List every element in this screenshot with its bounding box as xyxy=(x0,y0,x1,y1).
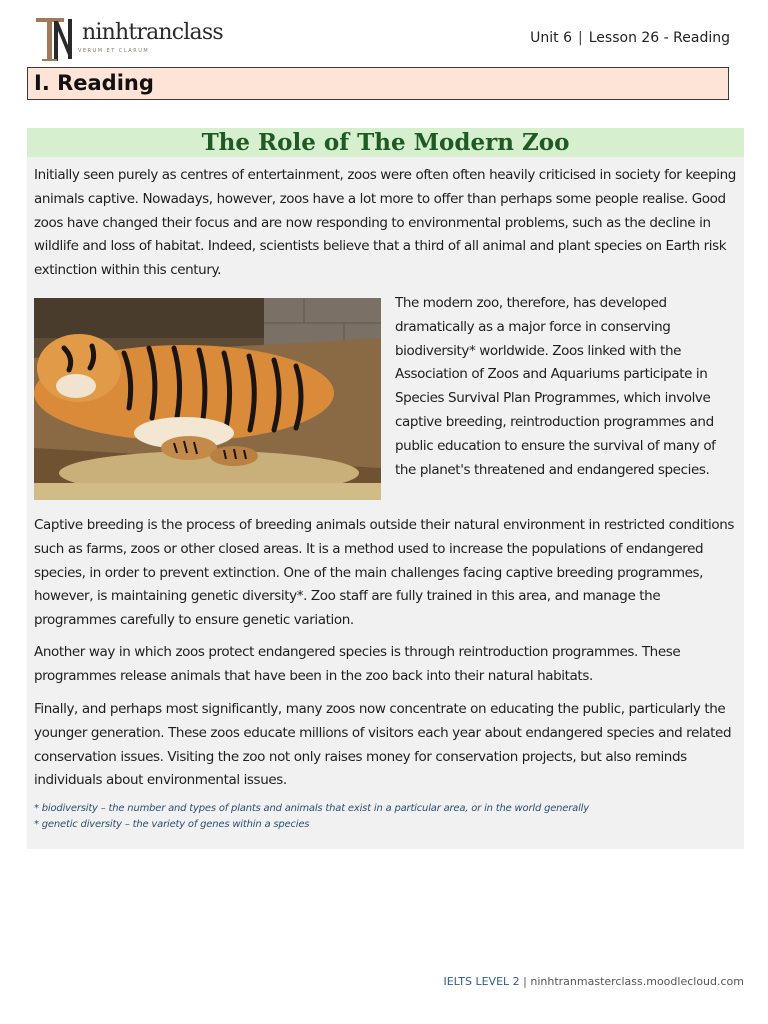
paragraph-5: Finally, and perhaps most significantly, many zoos now concentrate on educating the public, particularly the younger generation. These zoos educate millions of visitors each year about endangered species and related conservation issues. Visiting the zoo not only raises money for conservation projects, but also reminds individuals about environmental issues. xyxy=(34,701,732,789)
logo-text: ninhtranclass xyxy=(82,20,223,45)
header-separator: | xyxy=(578,30,583,46)
footer-separator: | xyxy=(523,975,527,988)
lesson-name: Lesson 26 - Reading xyxy=(588,30,730,46)
footer xyxy=(443,975,744,988)
footnote-biodiversity: * biodiversity – the number and types of plants and animals that exist in a particular area, or in the world generally xyxy=(34,803,589,814)
tiger-family-image-icon xyxy=(34,298,381,500)
logo xyxy=(34,15,234,63)
unit-lesson-label xyxy=(530,30,730,46)
paragraph-4: Another way in which zoos protect endangered species is through reintroduction programmes. These programmes release animals that have been in the zoo back into their natural habitats. xyxy=(34,644,681,684)
article-title: The Role of The Modern Zoo xyxy=(27,128,744,157)
section-title: I. Reading xyxy=(27,67,729,100)
footnote-genetic-diversity: * genetic diversity – the variety of genes within a species xyxy=(34,819,310,830)
logo-monogram-icon xyxy=(34,15,74,63)
logo-motto: VERUM ET CLARUM xyxy=(78,48,150,54)
tiger-photo xyxy=(34,298,381,500)
unit-name: Unit 6 xyxy=(530,30,573,46)
footnotes xyxy=(34,801,739,833)
footer-level: IELTS LEVEL 2 xyxy=(443,975,520,988)
paragraph-3: Captive breeding is the process of breeding animals outside their natural environment in restricted conditions such as farms, zoos or other closed areas. It is a method used to increase the populations of endangered species, in order to prevent extinction. One of the main challenges facing captive breeding programmes, however, is maintaining genetic diversity*. Zoo staff are fully trained in this area, and manage the programmes carefully to ensure genetic variation. xyxy=(34,517,735,629)
paragraph-2: The modern zoo, therefore, has developed dramatically as a major force in conserving biodiversity* worldwide. Zoos linked with the Association of Zoos and Aquariums participate in Species Survival Plan Programmes, which involve captive breeding, reintroduction programmes and public education to ensure the survival of many of the planet's threatened and endangered species. xyxy=(395,295,716,478)
reading-panel xyxy=(27,128,744,849)
footer-site-link[interactable]: ninhtranmasterclass.moodlecloud.com xyxy=(530,975,744,988)
paragraph-1: Initially seen purely as centres of entertainment, zoos were often often heavily criticised in society for keeping animals captive. Nowadays, however, zoos have a lot more to offer than perhaps some people realise. Good zoos have changed their focus and are now responding to environmental problems, such as the decline in wildlife and loss of habitat. Indeed, scientists believe that a third of all animal and plant species on Earth risk extinction within this century. xyxy=(34,167,736,279)
